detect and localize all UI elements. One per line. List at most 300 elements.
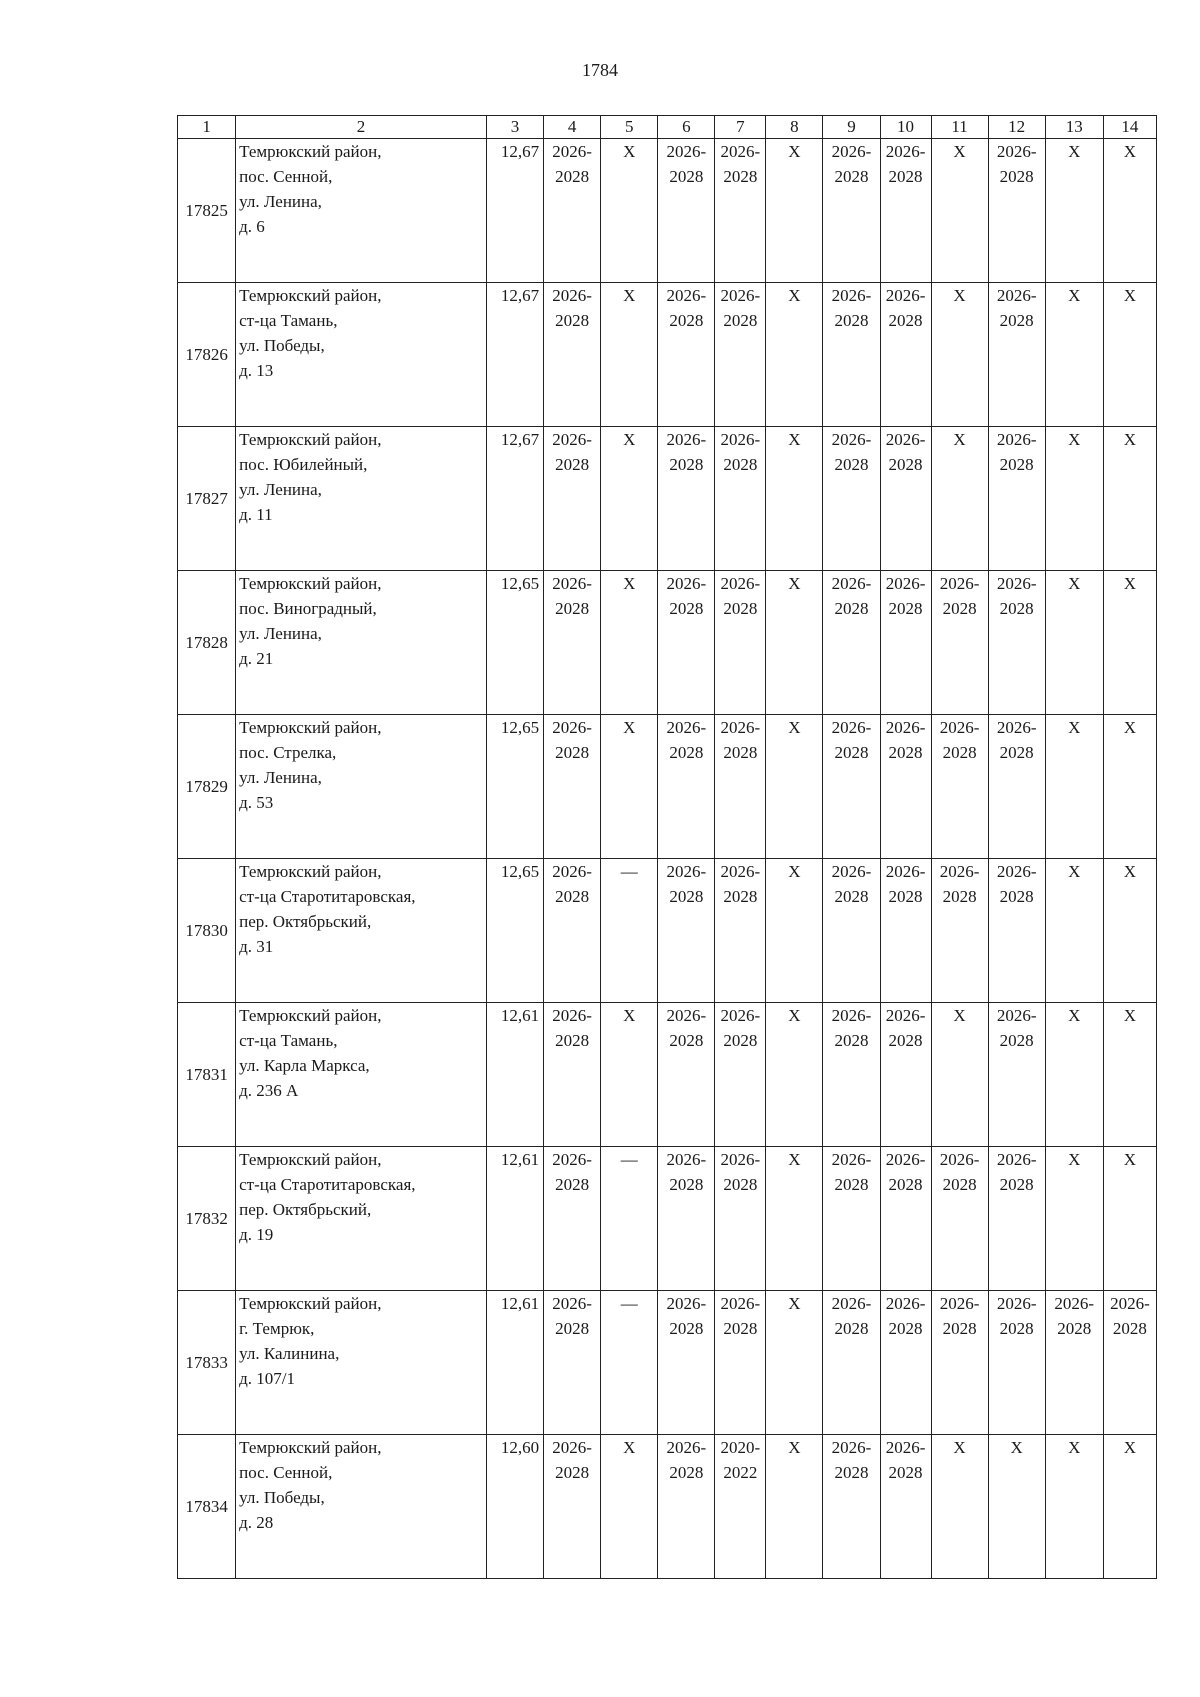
period-cell	[1103, 1291, 1156, 1435]
period-text: X	[623, 1438, 636, 1457]
table-row	[178, 1291, 1157, 1435]
value-cell: 12,61	[486, 1147, 543, 1291]
period-text: 2028	[555, 743, 590, 762]
period-text: 2026-	[666, 1150, 707, 1169]
address-line: ул. Ленина,	[239, 192, 322, 211]
period-cell	[1045, 283, 1103, 427]
period-text: 2028	[555, 1175, 590, 1194]
row-number: 17834	[178, 1435, 236, 1579]
period-cell	[658, 1435, 715, 1579]
period-cell	[1045, 139, 1103, 283]
period-cell	[823, 859, 880, 1003]
period-text: X	[788, 862, 801, 881]
table-row	[178, 283, 1157, 427]
row-number: 17827	[178, 427, 236, 571]
period-text: 2028	[888, 743, 923, 762]
period-cell	[715, 715, 766, 859]
column-header: 13	[1045, 116, 1103, 139]
period-cell	[766, 1147, 823, 1291]
period-text: 2026-	[885, 430, 926, 449]
period-cell	[715, 1291, 766, 1435]
period-text: 2026-	[885, 574, 926, 593]
period-text: X	[1123, 430, 1137, 449]
address-line: Темрюкский район,	[239, 718, 382, 737]
address-line: ул. Ленина,	[239, 768, 322, 787]
period-cell	[715, 139, 766, 283]
period-cell	[766, 571, 823, 715]
address-line: ст-ца Старотитаровская,	[239, 887, 416, 906]
period-text: 2020-	[720, 1438, 761, 1457]
period-text: 2028	[555, 599, 590, 618]
period-text: 2028	[669, 1319, 704, 1338]
period-text: 2026-	[720, 574, 761, 593]
period-text: 2028	[723, 311, 758, 330]
period-text: 2028	[942, 599, 977, 618]
period-text: 2028	[834, 599, 869, 618]
period-cell	[601, 1147, 658, 1291]
address-line: ст-ца Тамань,	[239, 1031, 338, 1050]
column-header: 5	[601, 116, 658, 139]
address-line: пер. Октябрьский,	[239, 1200, 372, 1219]
address-cell	[236, 571, 487, 715]
value-cell: 12,65	[486, 859, 543, 1003]
row-number: 17829	[178, 715, 236, 859]
period-text: X	[1068, 430, 1081, 449]
address-line: ул. Ленина,	[239, 480, 322, 499]
period-text: X	[1068, 574, 1081, 593]
period-cell	[1103, 1435, 1156, 1579]
period-text: 2028	[555, 167, 590, 186]
period-cell	[766, 1003, 823, 1147]
period-text: 2028	[669, 1175, 704, 1194]
period-text: 2026-	[552, 142, 592, 161]
period-text: X	[1123, 1438, 1137, 1457]
period-text: 2026-	[720, 718, 761, 737]
period-cell	[823, 283, 880, 427]
period-cell	[931, 1147, 988, 1291]
period-text: 2026-	[831, 430, 872, 449]
address-line: д. 53	[239, 793, 274, 812]
period-text: 2026-	[552, 286, 592, 305]
address-cell	[236, 715, 487, 859]
period-text: X	[1068, 718, 1081, 737]
column-header: 4	[544, 116, 601, 139]
address-line: д. 28	[239, 1513, 274, 1532]
table-row	[178, 571, 1157, 715]
period-text: 2028	[723, 455, 758, 474]
period-cell	[931, 715, 988, 859]
period-cell	[1045, 1291, 1103, 1435]
period-text: 2028	[555, 455, 590, 474]
period-cell	[823, 1003, 880, 1147]
address-line: Темрюкский район,	[239, 286, 382, 305]
column-header: 10	[880, 116, 931, 139]
period-text: 2026-	[720, 1150, 761, 1169]
period-cell	[766, 1435, 823, 1579]
period-text: X	[623, 1006, 636, 1025]
period-text: 2028	[834, 887, 869, 906]
period-text: 2028	[999, 167, 1034, 186]
period-cell	[988, 859, 1045, 1003]
period-text: 2028	[723, 1175, 758, 1194]
period-cell	[544, 1435, 601, 1579]
period-cell	[1045, 715, 1103, 859]
column-header: 1	[178, 116, 236, 139]
period-text: 2026-	[885, 142, 926, 161]
period-text: 2028	[834, 1319, 869, 1338]
period-text: 2026-	[996, 430, 1037, 449]
period-cell	[766, 1291, 823, 1435]
period-text: 2028	[942, 887, 977, 906]
period-cell	[601, 1291, 658, 1435]
period-text: 2028	[669, 599, 704, 618]
period-text: 2028	[669, 1463, 704, 1482]
period-cell	[823, 139, 880, 283]
period-text: 2028	[834, 455, 869, 474]
period-cell	[658, 1147, 715, 1291]
period-cell	[1103, 715, 1156, 859]
table-row	[178, 1147, 1157, 1291]
period-cell	[766, 427, 823, 571]
address-line: д. 107/1	[239, 1369, 295, 1388]
period-cell	[715, 283, 766, 427]
period-text: X	[788, 430, 801, 449]
period-cell	[544, 715, 601, 859]
period-text: X	[1123, 1006, 1137, 1025]
period-text: X	[1123, 718, 1137, 737]
period-text: 2026-	[885, 718, 926, 737]
period-cell	[658, 427, 715, 571]
housing-register-table	[177, 115, 1157, 1579]
period-cell	[880, 1435, 931, 1579]
period-text: 2026-	[831, 1438, 872, 1457]
address-line: Темрюкский район,	[239, 142, 382, 161]
period-text: 2026-	[939, 862, 980, 881]
address-line: пос. Стрелка,	[239, 743, 337, 762]
period-cell	[658, 1003, 715, 1147]
row-number: 17825	[178, 139, 236, 283]
period-text: X	[623, 718, 636, 737]
period-text: 2026-	[666, 1438, 707, 1457]
row-number: 17830	[178, 859, 236, 1003]
period-text: 2026-	[552, 718, 592, 737]
period-text: X	[788, 1438, 801, 1457]
period-text: 2028	[723, 1319, 758, 1338]
period-text: 2026-	[996, 1006, 1037, 1025]
period-text: 2026-	[996, 286, 1037, 305]
period-text: 2028	[999, 1175, 1034, 1194]
period-cell	[715, 427, 766, 571]
period-cell	[988, 139, 1045, 283]
period-text: 2028	[888, 1319, 923, 1338]
period-cell	[880, 139, 931, 283]
period-text: 2026-	[831, 718, 872, 737]
period-text: 2026-	[552, 1294, 592, 1313]
period-text: X	[788, 1294, 801, 1313]
value-cell: 12,67	[486, 139, 543, 283]
period-cell	[766, 139, 823, 283]
period-text: 2026-	[666, 862, 707, 881]
period-text: 2028	[669, 311, 704, 330]
column-header: 3	[486, 116, 543, 139]
address-line: ул. Победы,	[239, 1488, 325, 1507]
period-cell	[544, 571, 601, 715]
period-text: 2026-	[996, 862, 1037, 881]
period-text: 2028	[669, 455, 704, 474]
period-cell	[601, 139, 658, 283]
period-cell	[715, 571, 766, 715]
column-number-row	[178, 116, 1157, 139]
period-text: X	[1010, 1438, 1023, 1457]
period-cell	[544, 1291, 601, 1435]
period-text: 2026-	[831, 574, 872, 593]
period-text: 2028	[888, 599, 923, 618]
period-cell	[988, 715, 1045, 859]
period-text: 2028	[999, 455, 1034, 474]
period-text: X	[953, 1006, 966, 1025]
period-cell	[715, 859, 766, 1003]
period-text: 2028	[942, 1175, 977, 1194]
period-cell	[880, 859, 931, 1003]
period-text: 2028	[888, 1031, 923, 1050]
period-text: 2028	[1057, 1319, 1092, 1338]
period-text: X	[1068, 862, 1081, 881]
period-cell	[658, 571, 715, 715]
period-cell	[1103, 571, 1156, 715]
period-text: 2026-	[996, 718, 1037, 737]
period-cell	[544, 1003, 601, 1147]
period-cell	[880, 1003, 931, 1147]
period-text: 2026-	[666, 430, 707, 449]
period-text: 2026-	[1054, 1294, 1095, 1313]
period-text: 2028	[669, 167, 704, 186]
address-line: пос. Юбилейный,	[239, 455, 368, 474]
address-line: Темрюкский район,	[239, 574, 382, 593]
period-cell	[988, 571, 1045, 715]
period-text: 2028	[999, 1319, 1034, 1338]
address-line: ул. Победы,	[239, 336, 325, 355]
period-text: 2026-	[996, 142, 1037, 161]
period-text: X	[788, 574, 801, 593]
address-line: д. 6	[239, 217, 265, 236]
period-text: X	[1123, 862, 1137, 881]
address-line: Темрюкский район,	[239, 430, 382, 449]
period-text: 2028	[555, 1031, 590, 1050]
period-cell	[1103, 1147, 1156, 1291]
period-text: 2026-	[939, 718, 980, 737]
address-line: пос. Сенной,	[239, 167, 333, 186]
period-text: X	[788, 1150, 801, 1169]
address-line: ст-ца Старотитаровская,	[239, 1175, 416, 1194]
period-cell	[544, 283, 601, 427]
period-text: X	[1068, 142, 1081, 161]
period-text: 2026-	[720, 142, 761, 161]
period-text: 2028	[669, 743, 704, 762]
period-text: X	[1068, 1006, 1081, 1025]
address-cell	[236, 1291, 487, 1435]
period-text: 2026-	[996, 1150, 1037, 1169]
period-cell	[1045, 1435, 1103, 1579]
table-row	[178, 139, 1157, 283]
address-line: пер. Октябрьский,	[239, 912, 372, 931]
period-text: 2026-	[666, 1006, 707, 1025]
period-text: 2028	[834, 311, 869, 330]
period-text: 2026-	[666, 574, 707, 593]
period-cell	[1103, 427, 1156, 571]
period-text: 2028	[555, 1319, 590, 1338]
period-text: 2028	[999, 1031, 1034, 1050]
period-text: X	[623, 430, 636, 449]
period-text: 2026-	[666, 1294, 707, 1313]
value-cell: 12,67	[486, 283, 543, 427]
period-cell	[766, 715, 823, 859]
column-header: 8	[766, 116, 823, 139]
period-text: 2026-	[552, 862, 592, 881]
period-text: 2028	[834, 743, 869, 762]
period-text: 2026-	[885, 1150, 926, 1169]
period-cell	[931, 1003, 988, 1147]
period-cell	[880, 1291, 931, 1435]
period-text: 2028	[999, 599, 1034, 618]
address-cell	[236, 1003, 487, 1147]
period-text: X	[1123, 142, 1137, 161]
period-text: 2026-	[720, 1294, 761, 1313]
period-cell	[988, 427, 1045, 571]
period-cell	[1103, 139, 1156, 283]
period-cell	[1103, 1003, 1156, 1147]
period-cell	[766, 859, 823, 1003]
period-cell	[544, 859, 601, 1003]
address-line: д. 31	[239, 937, 274, 956]
period-cell	[601, 571, 658, 715]
table-row	[178, 715, 1157, 859]
period-text: 2028	[942, 1319, 977, 1338]
address-line: д. 11	[239, 505, 273, 524]
period-cell	[601, 427, 658, 571]
period-text: 2028	[888, 311, 923, 330]
row-number: 17831	[178, 1003, 236, 1147]
period-text: 2026-	[720, 430, 761, 449]
period-text: X	[623, 142, 636, 161]
period-text: —	[620, 862, 638, 881]
address-line: д. 13	[239, 361, 274, 380]
period-text: 2028	[555, 1463, 590, 1482]
column-header: 14	[1103, 116, 1156, 139]
period-text: 2026-	[885, 286, 926, 305]
period-text: 2028	[834, 1175, 869, 1194]
period-cell	[544, 1147, 601, 1291]
period-text: 2028	[669, 1031, 704, 1050]
period-text: X	[953, 286, 966, 305]
period-cell	[715, 1435, 766, 1579]
period-cell	[880, 283, 931, 427]
period-text: 2028	[999, 887, 1034, 906]
period-text: X	[1123, 574, 1137, 593]
period-text: 2026-	[885, 1294, 926, 1313]
period-cell	[601, 1435, 658, 1579]
column-header: 12	[988, 116, 1045, 139]
period-text: 2026-	[885, 862, 926, 881]
period-text: 2028	[888, 1463, 923, 1482]
column-header: 9	[823, 116, 880, 139]
period-text: 2026-	[831, 862, 872, 881]
period-cell	[715, 1147, 766, 1291]
period-cell	[931, 1291, 988, 1435]
period-text: X	[788, 1006, 801, 1025]
period-text: 2026-	[939, 1150, 980, 1169]
column-header: 2	[236, 116, 487, 139]
period-cell	[931, 1435, 988, 1579]
address-cell	[236, 283, 487, 427]
period-cell	[988, 283, 1045, 427]
period-cell	[1103, 859, 1156, 1003]
period-cell	[1045, 859, 1103, 1003]
period-text: 2026-	[666, 286, 707, 305]
period-text: 2026-	[552, 1006, 592, 1025]
row-number: 17833	[178, 1291, 236, 1435]
period-text: 2026-	[720, 862, 761, 881]
address-line: д. 236 А	[239, 1081, 299, 1100]
address-line: Темрюкский район,	[239, 1006, 382, 1025]
period-text: 2028	[669, 887, 704, 906]
period-cell	[823, 427, 880, 571]
table-row	[178, 1435, 1157, 1579]
period-text: 2026-	[939, 574, 980, 593]
period-text: X	[788, 718, 801, 737]
address-line: ул. Карла Маркса,	[239, 1056, 370, 1075]
period-text: 2022	[723, 1463, 758, 1482]
period-text: 2028	[834, 1031, 869, 1050]
period-cell	[1045, 1003, 1103, 1147]
period-text: X	[1068, 286, 1081, 305]
period-text: 2028	[888, 455, 923, 474]
period-text: 2028	[723, 167, 758, 186]
period-text: X	[1123, 1150, 1137, 1169]
period-text: 2026-	[885, 1006, 926, 1025]
table-row	[178, 1003, 1157, 1147]
value-cell: 12,65	[486, 571, 543, 715]
period-cell	[601, 283, 658, 427]
period-text: 2028	[723, 599, 758, 618]
period-text: 2026-	[939, 1294, 980, 1313]
period-text: 2026-	[996, 574, 1037, 593]
address-line: пос. Виноградный,	[239, 599, 377, 618]
period-text: 2026-	[831, 1150, 872, 1169]
period-text: 2028	[888, 1175, 923, 1194]
period-text: —	[620, 1150, 638, 1169]
period-text: X	[953, 430, 966, 449]
address-line: Темрюкский район,	[239, 1294, 382, 1313]
period-text: 2026-	[831, 1294, 872, 1313]
period-text: 2028	[1112, 1319, 1147, 1338]
period-cell	[988, 1003, 1045, 1147]
value-cell: 12,67	[486, 427, 543, 571]
period-text: X	[623, 286, 636, 305]
address-line: д. 19	[239, 1225, 274, 1244]
value-cell: 12,65	[486, 715, 543, 859]
period-cell	[931, 571, 988, 715]
row-number: 17828	[178, 571, 236, 715]
address-line: Темрюкский район,	[239, 862, 382, 881]
period-text: 2026-	[885, 1438, 926, 1457]
period-text: 2026-	[666, 718, 707, 737]
period-text: 2026-	[831, 286, 872, 305]
period-text: 2026-	[831, 1006, 872, 1025]
period-cell	[766, 283, 823, 427]
period-text: 2026-	[552, 574, 592, 593]
address-line: ст-ца Тамань,	[239, 311, 338, 330]
period-cell	[823, 1147, 880, 1291]
